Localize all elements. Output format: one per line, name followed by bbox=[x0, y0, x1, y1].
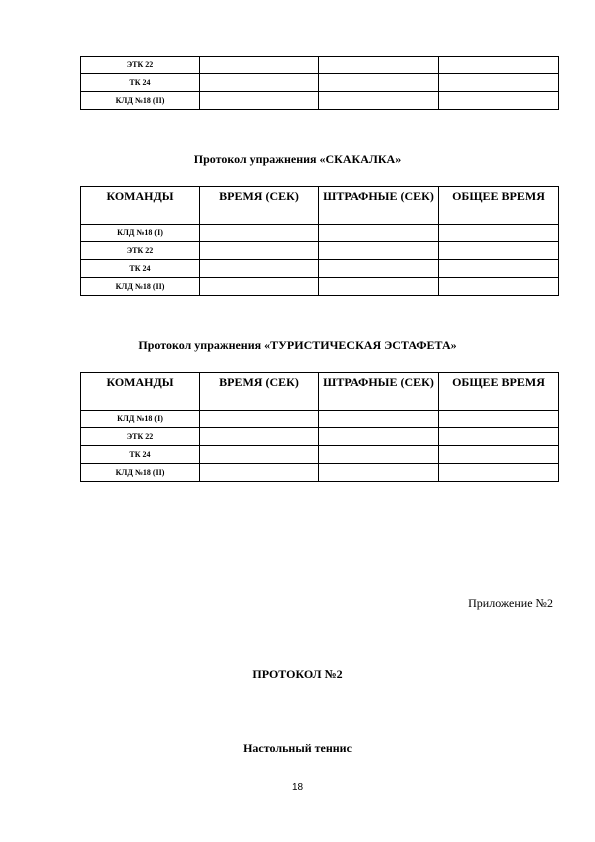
time-cell[interactable] bbox=[200, 242, 319, 260]
penalty-cell[interactable] bbox=[319, 411, 439, 428]
total-cell[interactable] bbox=[439, 428, 559, 446]
table-row bbox=[81, 428, 559, 446]
total-cell[interactable] bbox=[439, 57, 559, 74]
team-cell: ТК 24 bbox=[81, 74, 200, 92]
top-results-table bbox=[80, 56, 559, 110]
header-teams: КОМАНДЫ bbox=[81, 373, 200, 411]
time-cell[interactable] bbox=[200, 92, 319, 110]
team-cell: КЛД №18 (II) bbox=[81, 92, 200, 110]
time-cell[interactable] bbox=[200, 225, 319, 242]
table-row bbox=[81, 57, 559, 74]
time-cell[interactable] bbox=[200, 446, 319, 464]
header-total: ОБЩЕЕ ВРЕМЯ bbox=[439, 187, 559, 225]
time-cell[interactable] bbox=[200, 57, 319, 74]
total-cell[interactable] bbox=[439, 92, 559, 110]
table-header-row bbox=[81, 187, 559, 225]
table-row bbox=[81, 242, 559, 260]
penalty-cell[interactable] bbox=[319, 92, 439, 110]
penalty-cell[interactable] bbox=[319, 74, 439, 92]
total-cell[interactable] bbox=[439, 260, 559, 278]
table-row bbox=[81, 74, 559, 92]
time-cell[interactable] bbox=[200, 260, 319, 278]
team-cell: ЭТК 22 bbox=[81, 428, 200, 446]
page-number: 18 bbox=[291, 782, 304, 793]
total-cell[interactable] bbox=[439, 242, 559, 260]
time-cell[interactable] bbox=[200, 411, 319, 428]
team-cell: ЭТК 22 bbox=[81, 57, 200, 74]
table-row bbox=[81, 225, 559, 242]
total-cell[interactable] bbox=[439, 411, 559, 428]
table-row bbox=[81, 92, 559, 110]
total-cell[interactable] bbox=[439, 74, 559, 92]
team-cell: КЛД №18 (I) bbox=[81, 225, 200, 242]
table-row bbox=[81, 411, 559, 428]
penalty-cell[interactable] bbox=[319, 242, 439, 260]
total-cell[interactable] bbox=[439, 464, 559, 482]
relay-results-table bbox=[80, 372, 559, 482]
appendix-label: Приложение №2 bbox=[468, 596, 553, 610]
team-cell: КЛД №18 (I) bbox=[81, 411, 200, 428]
jump-rope-protocol-title: Протокол упражнения «СКАКАЛКА» bbox=[193, 152, 402, 166]
time-cell[interactable] bbox=[200, 464, 319, 482]
total-cell[interactable] bbox=[439, 278, 559, 296]
header-teams: КОМАНДЫ bbox=[81, 187, 200, 225]
team-cell: КЛД №18 (II) bbox=[81, 464, 200, 482]
time-cell[interactable] bbox=[200, 74, 319, 92]
protocol-2-title: ПРОТОКОЛ №2 bbox=[252, 667, 343, 681]
header-penalty: ШТРАФНЫЕ (СЕК) bbox=[319, 187, 439, 225]
team-cell: КЛД №18 (II) bbox=[81, 278, 200, 296]
total-cell[interactable] bbox=[439, 225, 559, 242]
penalty-cell[interactable] bbox=[319, 428, 439, 446]
table-row bbox=[81, 278, 559, 296]
time-cell[interactable] bbox=[200, 428, 319, 446]
table-row bbox=[81, 464, 559, 482]
jump-rope-results-table bbox=[80, 186, 559, 296]
total-cell[interactable] bbox=[439, 446, 559, 464]
team-cell: ЭТК 22 bbox=[81, 242, 200, 260]
penalty-cell[interactable] bbox=[319, 464, 439, 482]
header-penalty: ШТРАФНЫЕ (СЕК) bbox=[319, 373, 439, 411]
table-tennis-subtitle: Настольный теннис bbox=[243, 741, 352, 755]
time-cell[interactable] bbox=[200, 278, 319, 296]
penalty-cell[interactable] bbox=[319, 446, 439, 464]
penalty-cell[interactable] bbox=[319, 278, 439, 296]
header-total: ОБЩЕЕ ВРЕМЯ bbox=[439, 373, 559, 411]
table-row bbox=[81, 260, 559, 278]
table-row bbox=[81, 446, 559, 464]
header-time: ВРЕМЯ (СЕК) bbox=[200, 187, 319, 225]
header-time: ВРЕМЯ (СЕК) bbox=[200, 373, 319, 411]
team-cell: ТК 24 bbox=[81, 446, 200, 464]
team-cell: ТК 24 bbox=[81, 260, 200, 278]
relay-protocol-title: Протокол упражнения «ТУРИСТИЧЕСКАЯ ЭСТАФЕТА» bbox=[138, 338, 457, 352]
penalty-cell[interactable] bbox=[319, 260, 439, 278]
penalty-cell[interactable] bbox=[319, 225, 439, 242]
penalty-cell[interactable] bbox=[319, 57, 439, 74]
table-header-row bbox=[81, 373, 559, 411]
